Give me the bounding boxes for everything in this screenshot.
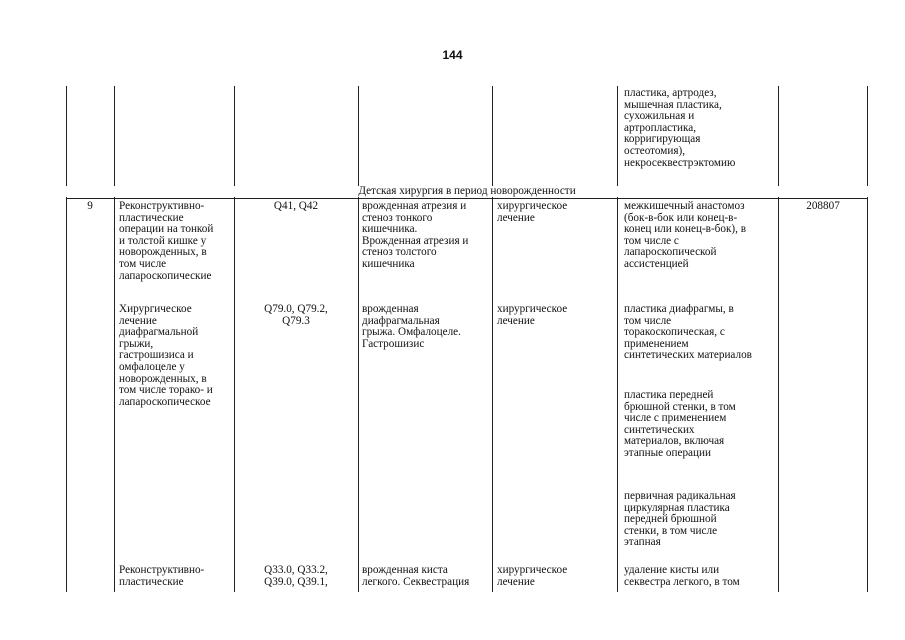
methods-cell-hernia-3: первичная радикальная циркулярная пластика передней брюшной стенки, в том числе этапная xyxy=(624,490,736,549)
section-row-border xyxy=(66,198,868,199)
name-cell-hernia: Хирургическое лечение диафрагмальной грыжи, гастрошизиса и омфалоцеле у новорожденных, в том числе торако- и лапароскопическое xyxy=(119,303,213,408)
methods-cell-hernia-2: пластика передней брюшной стенки, в том числе с применением синтетических материалов, включая этапные операции xyxy=(624,389,736,459)
treatment-cell-hernia: хирургическое лечение xyxy=(497,303,568,327)
col-border xyxy=(66,86,67,592)
row-number: 9 xyxy=(87,200,93,212)
page-number: 144 xyxy=(442,48,463,62)
col-border xyxy=(114,86,115,592)
model-cell-lung: врожденная киста легкого. Секвестрация xyxy=(362,564,470,588)
cost-cell: 208807 xyxy=(806,200,840,212)
name-cell-intestine: Реконструктивно- пластические операции на тонкой и толстой кишке у новорожденных, в том числе лапароскопические xyxy=(119,200,214,282)
methods-cell-lung: удаление кисты или секвестра легкого, в том xyxy=(624,564,740,588)
methods-cell-hernia-1: пластика диафрагмы, в том числе торакоскопическая, с применением синтетических материалов xyxy=(624,303,752,362)
col-border xyxy=(492,86,493,592)
col-border xyxy=(358,86,359,592)
col-border xyxy=(778,86,779,592)
codes-cell-hernia: Q79.0, Q79.2, Q79.3 xyxy=(264,303,328,327)
codes-cell-intestine: Q41, Q42 xyxy=(273,200,319,212)
model-cell-hernia: врожденная диафрагмальная грыжа. Омфалоцеле. Гастрошизис xyxy=(362,303,461,350)
col-border xyxy=(867,86,868,592)
col-border xyxy=(234,86,235,592)
name-cell-lung: Реконструктивно- пластические xyxy=(119,564,205,588)
codes-cell-lung: Q33.0, Q33.2, Q39.0, Q39.1, xyxy=(264,564,328,588)
model-cell-intestine: врожденная атрезия и стеноз тонкого кишечника. Врожденная атрезия и стеноз толстого кишечника xyxy=(362,200,469,270)
methods-cell-intestine: межкишечный анастомоз (бок-в-бок или конец-в- конец или конец-в-бок), в том числе с лапароскопической ассистенцией xyxy=(624,200,747,270)
col-border xyxy=(617,86,618,592)
treatment-cell-lung: хирургическое лечение xyxy=(497,564,568,588)
section-header: Детская хирургия в период новорожденности xyxy=(66,186,868,197)
treatment-cell-intestine: хирургическое лечение xyxy=(497,200,568,224)
methods-cell-top: пластика, артродез, мышечная пластика, сухожильная и артропластика, корригирующая остеотомия), некросеквестрэктомию xyxy=(624,87,736,169)
